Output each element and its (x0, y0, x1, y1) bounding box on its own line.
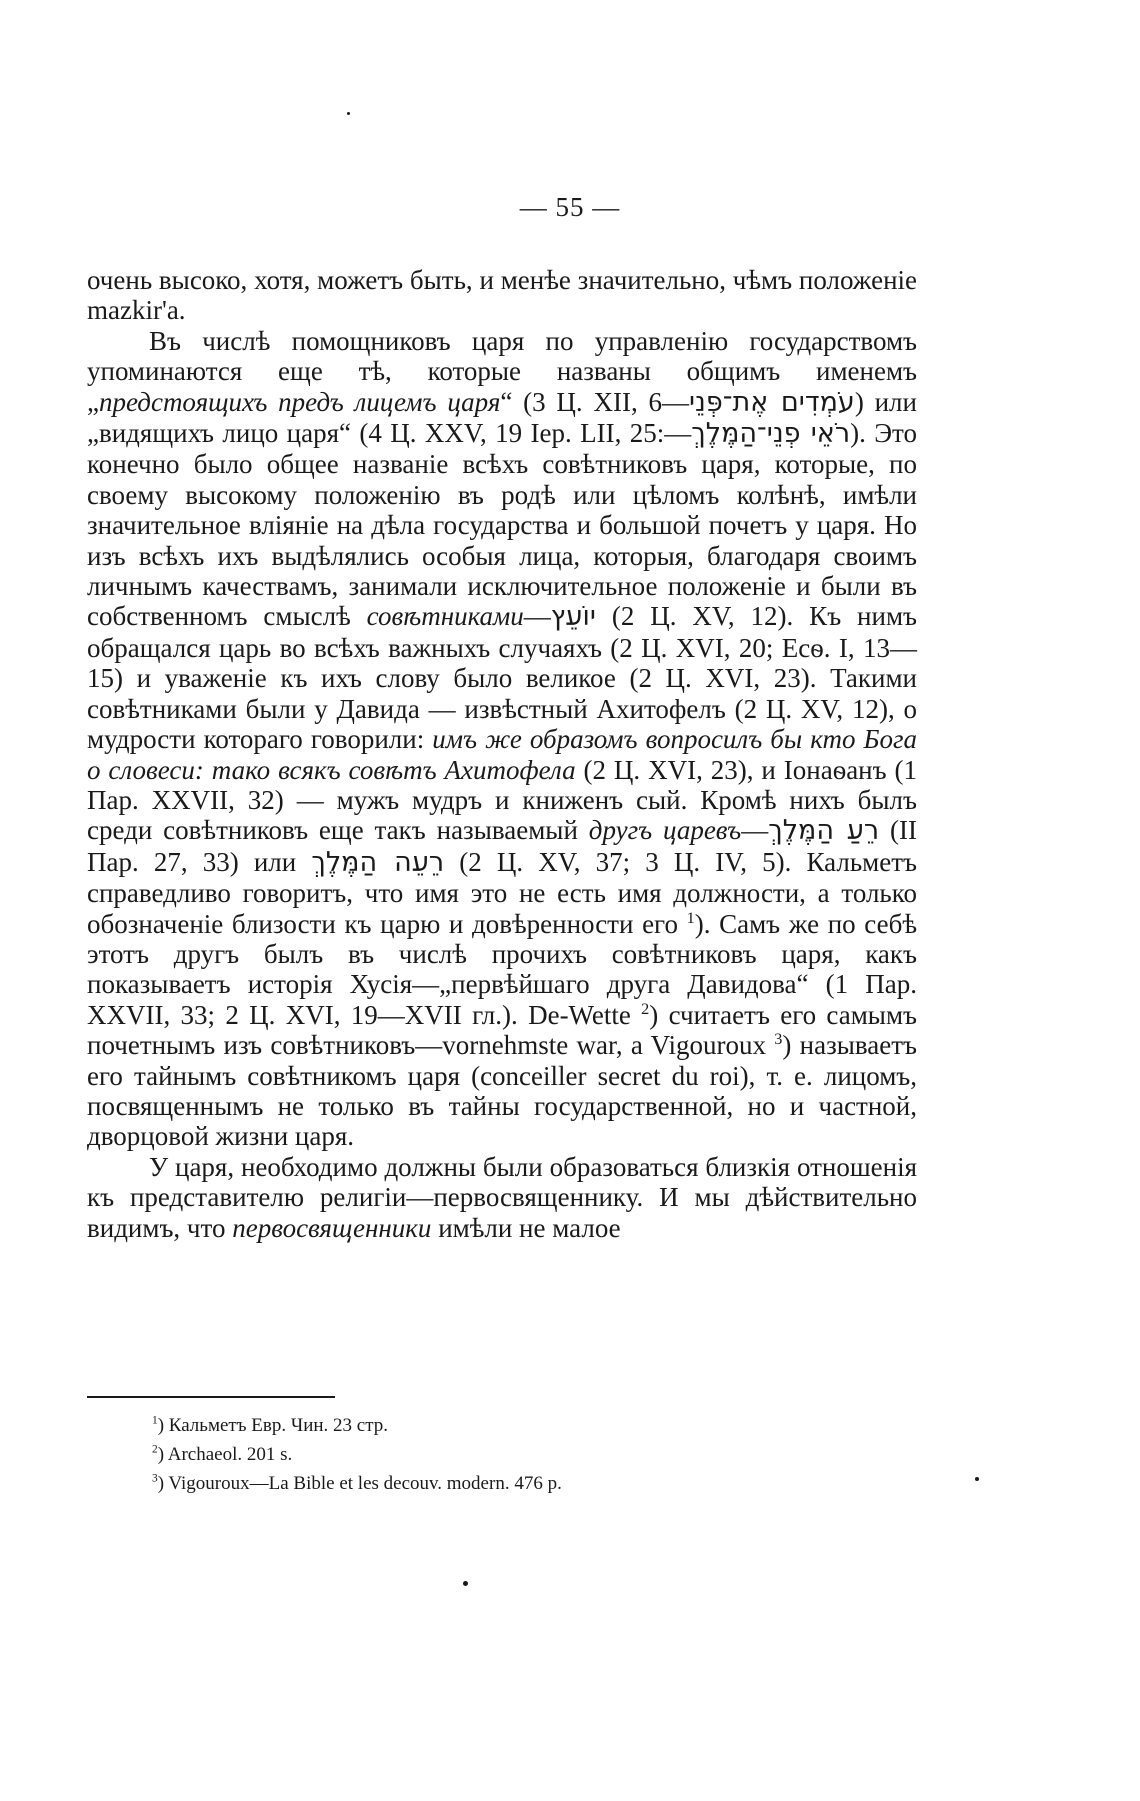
footnote-divider (87, 1396, 335, 1398)
italic-run: другъ царевъ (588, 815, 742, 846)
footnote-text: ) Archaeol. 201 s. (157, 1444, 293, 1465)
text-run: имѣли не малое (431, 1212, 621, 1243)
footnote-ref[interactable]: 2 (641, 999, 650, 1018)
footnotes (152, 1411, 912, 1498)
footnote-ref[interactable]: 3 (774, 1030, 783, 1049)
text-run: (2 Ц. XV, 12). Къ нимъ обращался царь во всѣхъ важныхъ случаяхъ (2 Ц. XVI, 20; Есѳ. I, 13—15) и уваженіе къ ихъ слову было великое (2 Ц. XVI, 23). Такими совѣтниками были у Давида — извѣстный Ахитофелъ (2 Ц. XV, 12), о мудрости котораго говорили: (87, 601, 917, 755)
main-text (87, 265, 917, 1243)
paragraph-continuation (87, 265, 917, 326)
footnote-ref[interactable]: 1 (686, 908, 695, 927)
text-run: (2 Ц. XV, 37; 3 Ц. IV, 5). Кальметъ справедливо говоритъ, что имя это не есть имя должности, а только обозначеніе близости къ царю и довѣренности его (87, 846, 917, 939)
paragraph-text: очень высоко, хотя, можетъ быть, и менѣе значительно, чѣмъ положеніе mazkir'а. (87, 265, 917, 326)
text-run: (II Пар. 27, 33) или (87, 815, 917, 877)
text-run: “ (3 Ц. XII, 6— (500, 386, 690, 417)
text-run: (2 Ц. XVI, 23), и Іонаѳанъ (1 Пар. XXVII, 32) — мужъ мудръ и книженъ сый. Кромѣ нихъ былъ среди совѣтниковъ еще такъ называемый (87, 754, 917, 846)
italic-run: предстоящихъ предъ лицемъ царя (98, 386, 501, 417)
footnote-2 (152, 1440, 912, 1469)
footnote-marker: 1 (152, 1414, 158, 1427)
page-number: — 55 — (519, 192, 621, 222)
text-run: — (523, 601, 551, 632)
text-run: Въ числѣ помощниковъ царя по управленію государствомъ упоминаются еще тѣ, которые названы общимъ именемъ „ (87, 325, 917, 417)
text-run: ) считаетъ его самымъ почетнымъ изъ совѣтниковъ—vornehmste war, a Vigouroux (87, 999, 917, 1061)
footnote-3 (152, 1469, 912, 1498)
text-run: ) или „видящихъ лицо царя“ (4 Ц. XXV, 19 Іер. LII, 25:— (87, 386, 917, 449)
print-speck (975, 1477, 979, 1481)
italic-run: первосвященники (232, 1212, 432, 1243)
text-run: У царя, необходимо должны были образоваться близкія отношенія къ представителю религіи—первосвященнику. И мы дѣйствительно видимъ, что (87, 1151, 917, 1243)
hebrew-phrase: רֵעֵה הַמֶּלֶךְ (311, 846, 445, 878)
paragraph-high-priest (87, 1152, 917, 1243)
footnote-1 (152, 1411, 912, 1440)
print-speck (347, 112, 350, 115)
hebrew-phrase: רֹאֵי פְנֵי־הַמֶּלֶךְ (691, 418, 851, 450)
paragraph-counselors (87, 326, 917, 1152)
hebrew-phrase: רֵעַ הַמֶּלֶךְ (768, 815, 880, 847)
italic-run: совѣтниками (366, 601, 524, 632)
text-run: ) называетъ его тайнымъ совѣтникомъ царя (conceiller secret du roi), т. е. лицомъ, посвященнымъ не только въ тайны государственной, но и частной, дворцовой жизни царя. (87, 1030, 918, 1152)
footnote-marker: 3 (152, 1472, 158, 1485)
text-run: ). Самъ же по себѣ этотъ другъ былъ въ числѣ прочихъ совѣтниковъ царя, какъ показываетъ исторія Хусія—„первѣйшаго друга Давидова“ (1 Пар. XXVII, 33; 2 Ц. XVI, 19—XVII гл.). De-Wette (87, 908, 917, 1030)
print-speck (463, 1581, 468, 1586)
hebrew-phrase: עֹמְדִים אֶת־פְּנֵי (689, 386, 855, 418)
footnote-text: ) Кальметъ Евр. Чин. 23 стр. (157, 1415, 389, 1436)
text-run: — (741, 815, 769, 846)
italic-run: имъ же образомъ вопросилъ бы кто Бога о словеси: тако всякъ совѣтъ Ахитофела (87, 724, 917, 785)
text-run: ). Это конечно было общее названіе всѣхъ совѣтниковъ царя, которые, по своему высокому положенію въ родѣ или цѣломъ колѣнѣ, имѣли значительное вліяніе на дѣла государства и большой почетъ у царя. Но изъ всѣхъ ихъ выдѣлялись особыя лица, которыя, благодаря своимъ личнымъ качествамъ, занимали исключительное положеніе и были въ собственномъ смыслѣ (87, 418, 917, 632)
footnote-marker: 2 (152, 1443, 158, 1456)
hebrew-word: יוֹעֵץ (550, 601, 596, 633)
footnote-text: ) Vigouroux—La Bible et les decouv. modern. 476 p. (157, 1473, 562, 1494)
